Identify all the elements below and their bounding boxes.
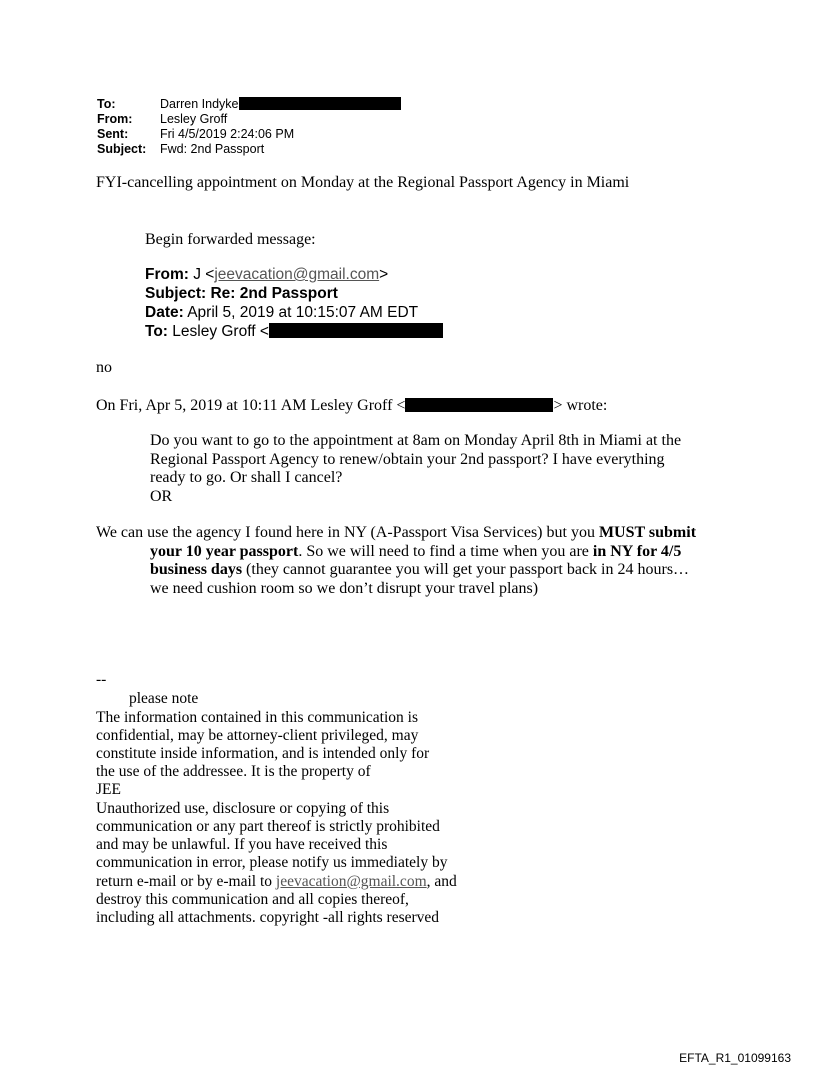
agency-text-1: We can use the agency I found here in NY (A-Passport Visa Services) but you	[96, 524, 599, 541]
signature-note: please note	[129, 690, 199, 707]
forward-from-name: J <	[193, 266, 215, 283]
to-label: To:	[97, 97, 116, 111]
redaction-bar	[239, 97, 401, 110]
forward-from-label: From:	[145, 266, 189, 283]
signature-dashes: --	[96, 671, 107, 688]
intro-text: FYI-cancelling appointment on Monday at the Regional Passport Agency in Miami	[96, 174, 630, 191]
to-value: Darren Indyke	[160, 97, 239, 111]
subject-value: Fwd: 2nd Passport	[160, 142, 265, 156]
reply-text: no	[96, 359, 112, 376]
agency-text-2: . So we will need to find a time when you are	[298, 542, 593, 560]
agency-paragraph	[96, 524, 696, 598]
quote-prefix: On Fri, Apr 5, 2019 at 10:11 AM Lesley Groff <	[96, 397, 406, 414]
signature-line: The information contained in this communication is	[96, 709, 418, 726]
agency-bold-2: in NY for 4/5 business days	[150, 542, 682, 578]
signature-line: the use of the addressee. It is the property of	[96, 763, 371, 780]
question-paragraph: Do you want to go to the appointment at 8am on Monday April 8th in Miami at the Regional Passport Agency to renew/obtain your 2nd passport? I have everything ready to go. Or shall I cancel?	[150, 432, 682, 486]
signature-return-line	[96, 873, 457, 892]
header-from	[97, 112, 227, 127]
return-suffix: , and	[426, 873, 457, 890]
signature-line: constitute inside information, and is intended only for	[96, 745, 430, 762]
signature-line: communication or any part thereof is strictly prohibited	[96, 818, 440, 835]
signature-line: destroy this communication and all copies thereof,	[96, 891, 409, 908]
forward-to	[145, 322, 443, 341]
signature-line: including all attachments. copyright -all rights reserved	[96, 909, 440, 926]
forward-date-label: Date:	[145, 304, 184, 321]
signature-line: Unauthorized use, disclosure or copying of this	[96, 800, 390, 817]
signature-line: communication in error, please notify us immediately by	[96, 854, 448, 871]
sent-label: Sent:	[97, 127, 129, 141]
signature-line: confidential, may be attorney-client privileged, may	[96, 727, 419, 744]
sent-value: Fri 4/5/2019 2:24:06 PM	[160, 127, 295, 141]
forward-from-close: >	[379, 266, 389, 283]
redaction-bar	[405, 398, 553, 412]
header-sent	[97, 127, 294, 142]
header-subject	[97, 142, 264, 157]
agency-text-3: (they cannot guarantee you will get your passport back in 24 hours…we need cushion room so we don’t disrupt your travel plans)	[150, 561, 690, 597]
signature-line: and may be unlawful. If you have received this	[96, 836, 388, 853]
forward-from-email[interactable]: jeevacation@gmail.com	[214, 266, 380, 283]
agency-bold-1: MUST submit your 10 year passport	[150, 524, 697, 560]
forward-date-value: April 5, 2019 at 10:15:07 AM EDT	[187, 304, 419, 321]
quote-line	[96, 396, 607, 415]
redaction-bar	[269, 323, 443, 338]
or-text: OR	[150, 488, 173, 505]
forward-to-value: Lesley Groff <	[172, 323, 269, 340]
signature-line: JEE	[96, 781, 121, 798]
forward-begin: Begin forwarded message:	[145, 231, 316, 248]
forward-from	[145, 265, 388, 284]
header-to	[97, 97, 401, 112]
from-label: From:	[97, 112, 133, 126]
document-id: EFTA_R1_01099163	[679, 1051, 791, 1065]
forward-date	[145, 303, 418, 322]
from-value: Lesley Groff	[160, 112, 228, 126]
forward-subject: Subject: Re: 2nd Passport	[145, 285, 338, 302]
subject-label: Subject:	[97, 142, 147, 156]
forward-to-label: To:	[145, 323, 168, 340]
return-prefix: return e-mail or by e-mail to	[96, 873, 276, 890]
return-email-link[interactable]: jeevacation@gmail.com	[275, 873, 427, 890]
quote-suffix: > wrote:	[553, 397, 608, 414]
